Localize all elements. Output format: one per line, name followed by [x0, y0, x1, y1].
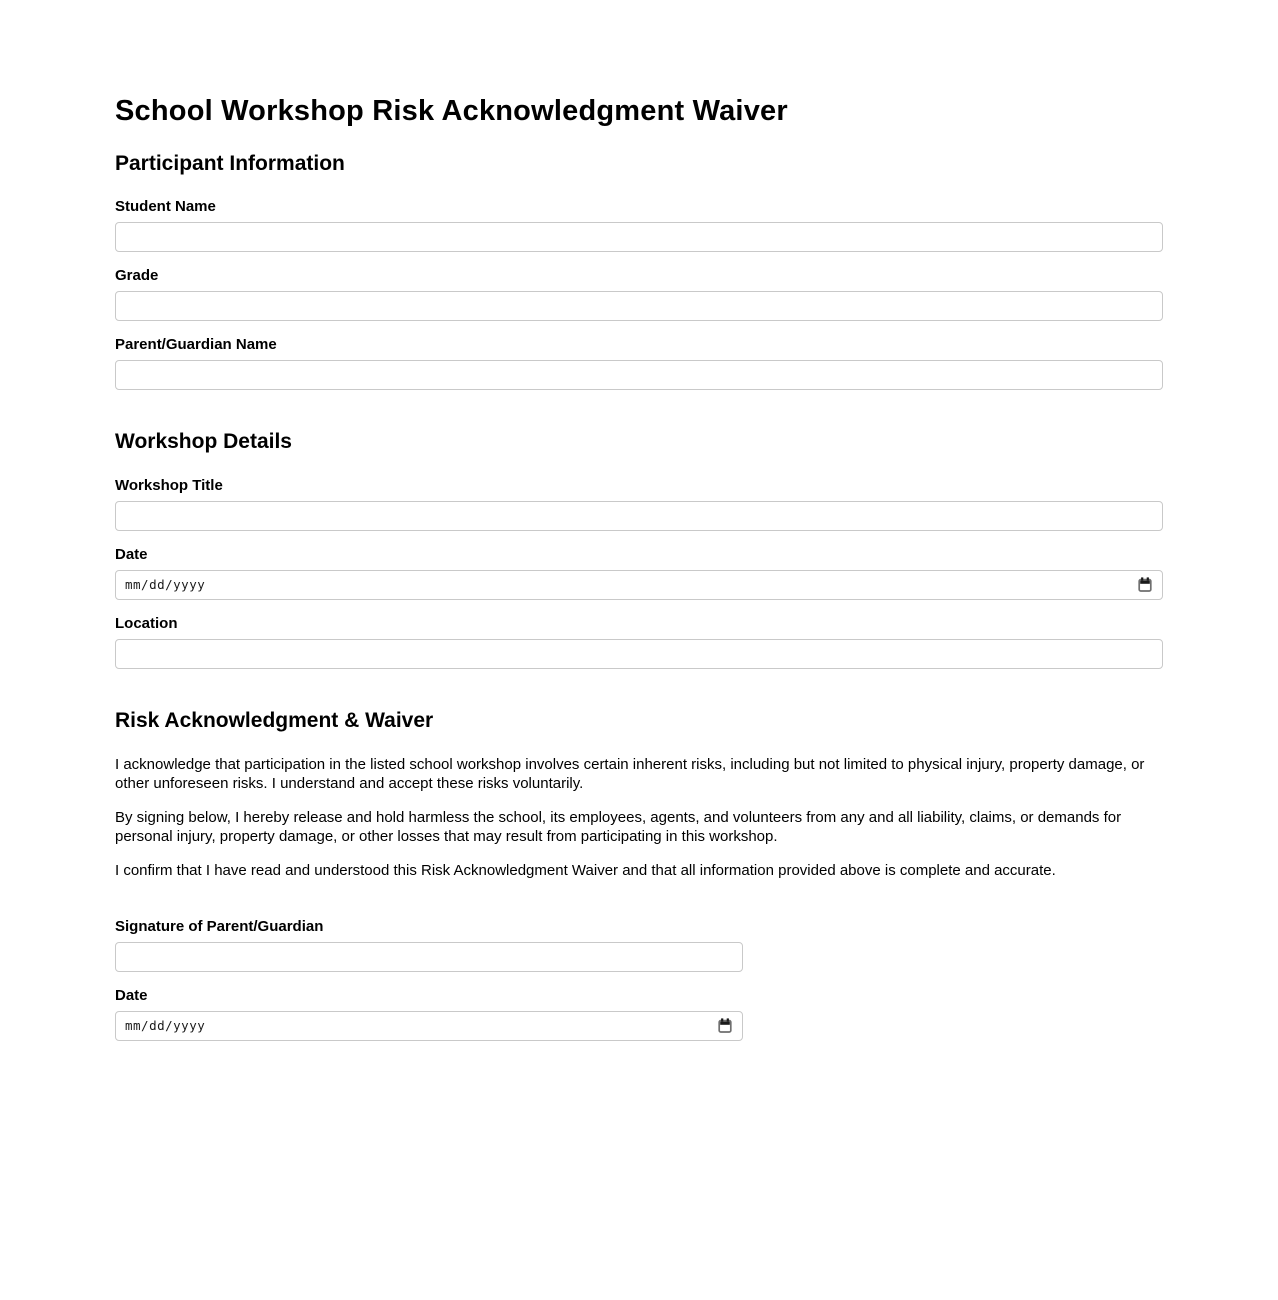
signature-date-placeholder: mm/dd/yyyy [125, 1018, 206, 1034]
workshop-section-heading: Workshop Details [115, 430, 292, 454]
grade-input[interactable] [115, 291, 1163, 321]
grade-label: Grade [115, 267, 159, 285]
parent-guardian-name-input[interactable] [115, 360, 1163, 390]
signature-field [115, 918, 1163, 972]
calendar-icon[interactable] [1137, 577, 1153, 593]
location-label: Location [115, 614, 178, 632]
calendar-icon[interactable] [717, 1018, 733, 1034]
section-workshop-details [115, 430, 1163, 668]
workshop-title-field [115, 477, 1163, 531]
waiver-text-block [115, 755, 1163, 880]
section-participant-information [115, 152, 1163, 390]
workshop-title-label: Workshop Title [115, 476, 223, 494]
student-name-field [115, 198, 1163, 252]
workshop-date-placeholder: mm/dd/yyyy [125, 577, 206, 593]
workshop-date-input[interactable] [115, 570, 1163, 600]
workshop-date-label: Date [115, 545, 148, 563]
waiver-paragraph-2: By signing below, I hereby release and hold harmless the school, its employees, agents, and volunteers from any and all liability, claims, or demands for personal injury, property damage, or other losses that may result from participating in this workshop. [115, 808, 1122, 845]
location-input[interactable] [115, 639, 1163, 669]
grade-field [115, 267, 1163, 321]
student-name-label: Student Name [115, 198, 216, 216]
parent-guardian-name-label: Parent/Guardian Name [115, 336, 277, 354]
signature-block [115, 918, 1163, 1041]
waiver-section-heading: Risk Acknowledgment & Waiver [115, 708, 434, 732]
section-risk-acknowledgment [115, 709, 1163, 1041]
student-name-input[interactable] [115, 222, 1163, 252]
signature-date-input[interactable] [115, 1011, 743, 1041]
participant-section-heading: Participant Information [115, 152, 345, 176]
signature-label: Signature of Parent/Guardian [115, 917, 324, 935]
workshop-date-field [115, 546, 1163, 600]
signature-date-field [115, 987, 1163, 1041]
waiver-paragraph-1: I acknowledge that participation in the listed school workshop involves certain inherent risks, including but not limited to physical injury, property damage, or other unforeseen risks. I understand and accept these risks voluntarily. [115, 755, 1145, 792]
signature-date-label: Date [115, 986, 148, 1004]
parent-guardian-name-field [115, 336, 1163, 390]
workshop-title-input[interactable] [115, 501, 1163, 531]
waiver-paragraph-3: I confirm that I have read and understood this Risk Acknowledgment Waiver and that all information provided above is complete and accurate. [115, 861, 1056, 879]
signature-input[interactable] [115, 942, 743, 972]
page-title: School Workshop Risk Acknowledgment Waiver [115, 95, 788, 127]
location-field [115, 615, 1163, 669]
